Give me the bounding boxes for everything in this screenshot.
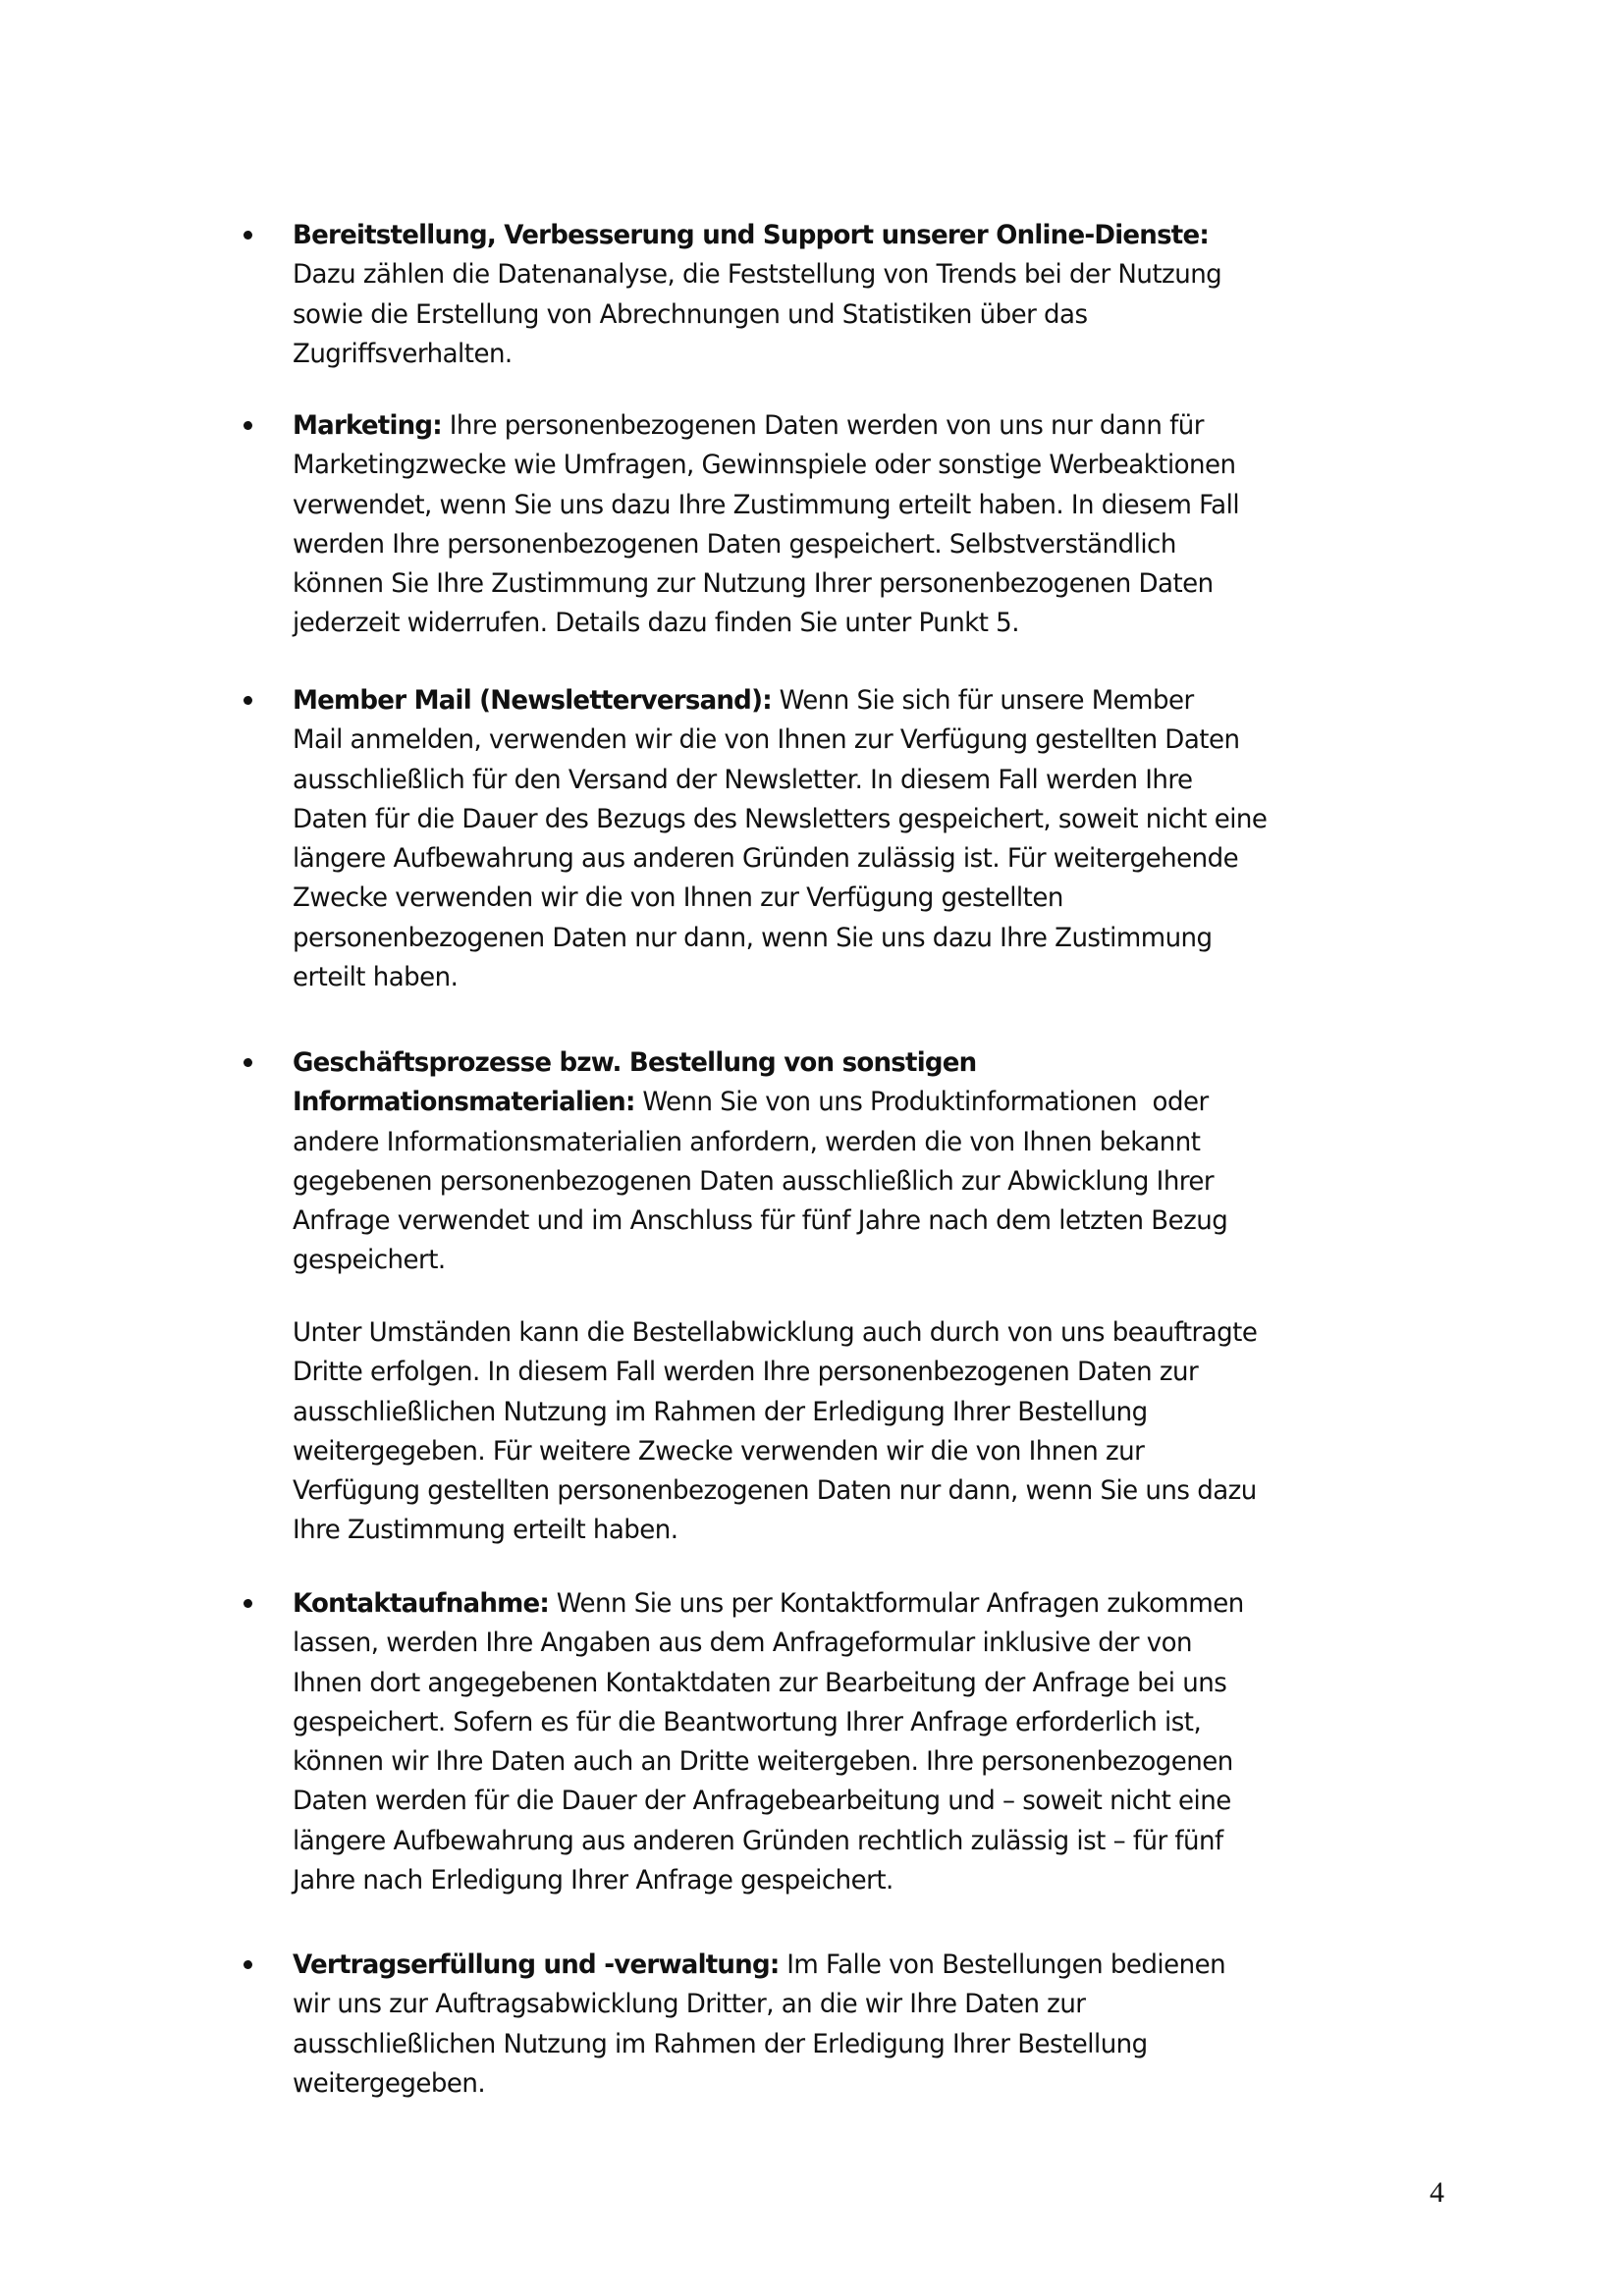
item-heading: Marketing: (293, 410, 442, 441)
item-heading: Kontaktaufnahme: (293, 1588, 550, 1619)
list-item-contact (293, 1584, 1490, 1900)
item-heading: Geschäftsprozesse bzw. Bestellung von sonstigen (293, 1047, 977, 1078)
page-number: 4 (1430, 2176, 1444, 2209)
bullet-icon (244, 1599, 252, 1608)
item-text-line: ausschließlichen Nutzung im Rahmen der Erledigung Ihrer Bestellung (293, 1396, 1148, 1427)
item-text-line: Mail anmelden, verwenden wir die von Ihnen zur Verfügung gestellten Daten (293, 724, 1240, 756)
bullet-icon (244, 231, 252, 240)
item-text-line: Jahre nach Erledigung Ihrer Anfrage gespeichert. (293, 1865, 893, 1896)
item-text-line: Ihre Zustimmung erteilt haben. (293, 1515, 678, 1546)
item-text-line: Ihnen dort angegebenen Kontaktdaten zur Bearbeitung der Anfrage bei uns (293, 1667, 1227, 1698)
item-text-line: längere Aufbewahrung aus anderen Gründen zulässig ist. Für weitergehende (293, 843, 1239, 875)
item-text-line: Daten werden für die Dauer der Anfragebearbeitung und – soweit nicht eine (293, 1786, 1231, 1817)
item-first-line (293, 681, 1448, 721)
item-text-line: Zugriffsverhalten. (293, 338, 513, 369)
item-text-line: können wir Ihre Daten auch an Dritte weitergeben. Ihre personenbezogenen (293, 1746, 1233, 1778)
bullet-icon (244, 421, 252, 430)
item-text: Wenn Sie uns per Kontaktformular Anfragen zukommen (549, 1588, 1244, 1619)
item-text-line: weitergegeben. (293, 2067, 486, 2099)
list-item-member-mail (293, 681, 1490, 997)
item-text: Im Falle von Bestellungen bedienen (779, 1949, 1226, 1980)
item-text-line: Anfrage verwendet und im Anschluss für fünf Jahre nach dem letzten Bezug (293, 1205, 1228, 1237)
bullet-icon (244, 1960, 252, 1969)
item-text-line: verwendet, wenn Sie uns dazu Ihre Zustimmung erteilt haben. In diesem Fall (293, 489, 1240, 520)
list-item-marketing (293, 406, 1490, 644)
item-text-line: wir uns zur Auftragsabwicklung Dritter, an die wir Ihre Daten zur (293, 1989, 1086, 2020)
item-text-line: Verfügung gestellten personenbezogenen Daten nur dann, wenn Sie uns dazu (293, 1475, 1257, 1507)
item-first-line (293, 1584, 1448, 1624)
item-text-line: gegebenen personenbezogenen Daten ausschließlich zur Abwicklung Ihrer (293, 1165, 1215, 1197)
item-text-line: Dritte erfolgen. In diesem Fall werden Ihre personenbezogenen Daten zur (293, 1357, 1199, 1388)
item-text-line: personenbezogenen Daten nur dann, wenn Sie uns dazu Ihre Zustimmung (293, 922, 1213, 953)
item-heading: Member Mail (Newsletterversand): (293, 685, 772, 716)
item-text-line: Zwecke verwenden wir die von Ihnen zur Verfügung gestellten (293, 882, 1063, 914)
item-text-line: gespeichert. Sofern es für die Beantwortung Ihrer Anfrage erforderlich ist, (293, 1706, 1202, 1737)
item-heading: Bereitstellung, Verbesserung und Support unserer Online-Dienste: (293, 220, 1210, 250)
item-text-line: ausschließlichen Nutzung im Rahmen der Erledigung Ihrer Bestellung (293, 2028, 1148, 2059)
item-text-line: werden Ihre personenbezogenen Daten gespeichert. Selbstverständlich (293, 528, 1176, 560)
item-text-line: ausschließlich für den Versand der Newsletter. In diesem Fall werden Ihre (293, 764, 1193, 795)
item-second-line (293, 1083, 1448, 1122)
item-first-line (293, 406, 1448, 446)
item-text-line: Unter Umständen kann die Bestellabwicklung auch durch von uns beauftragte (293, 1317, 1258, 1348)
bullet-icon (244, 1058, 252, 1067)
list-item-contract (293, 1946, 1490, 2104)
item-text: Ihre personenbezogenen Daten werden von uns nur dann für (441, 410, 1204, 441)
item-text-line: erteilt haben. (293, 962, 459, 993)
item-text-line: sowie die Erstellung von Abrechnungen und Statistiken über das (293, 298, 1088, 330)
bullet-icon (244, 696, 252, 705)
item-text: Wenn Sie von uns Produktinformationen oder (634, 1087, 1209, 1118)
item-text-line: gespeichert. (293, 1245, 446, 1276)
item-text-line: andere Informationsmaterialien anfordern, werden die von Ihnen bekannt (293, 1126, 1201, 1157)
list-item-business-processes (293, 1043, 1490, 1281)
item-text-line: jederzeit widerrufen. Details dazu finden Sie unter Punkt 5. (293, 608, 1019, 639)
item-text: Wenn Sie sich für unsere Member (771, 685, 1194, 716)
item-text-line: Daten für die Dauer des Bezugs des Newsletters gespeichert, soweit nicht eine (293, 803, 1268, 834)
item-heading: Vertragserfüllung und -verwaltung: (293, 1949, 780, 1980)
item-text-line: Marketingzwecke wie Umfragen, Gewinnspiele oder sonstige Werbeaktionen (293, 450, 1236, 481)
item-text-line: längere Aufbewahrung aus anderen Gründen rechtlich zulässig ist – für fünf (293, 1825, 1223, 1856)
item-text-line: weitergegeben. Für weitere Zwecke verwenden wir die von Ihnen zur (293, 1435, 1145, 1467)
item-text-line: lassen, werden Ihre Angaben aus dem Anfrageformular inklusive der von (293, 1628, 1193, 1659)
item-first-line (293, 1946, 1448, 1985)
item-text-line: können Sie Ihre Zustimmung zur Nutzung Ihrer personenbezogenen Daten (293, 568, 1214, 600)
list-item-continuation (293, 1313, 1490, 1551)
list-item-online-services (293, 216, 1490, 374)
item-heading-cont: Informationsmaterialien: (293, 1087, 635, 1118)
item-text-line: Dazu zählen die Datenanalyse, die Feststellung von Trends bei der Nutzung (293, 259, 1222, 291)
